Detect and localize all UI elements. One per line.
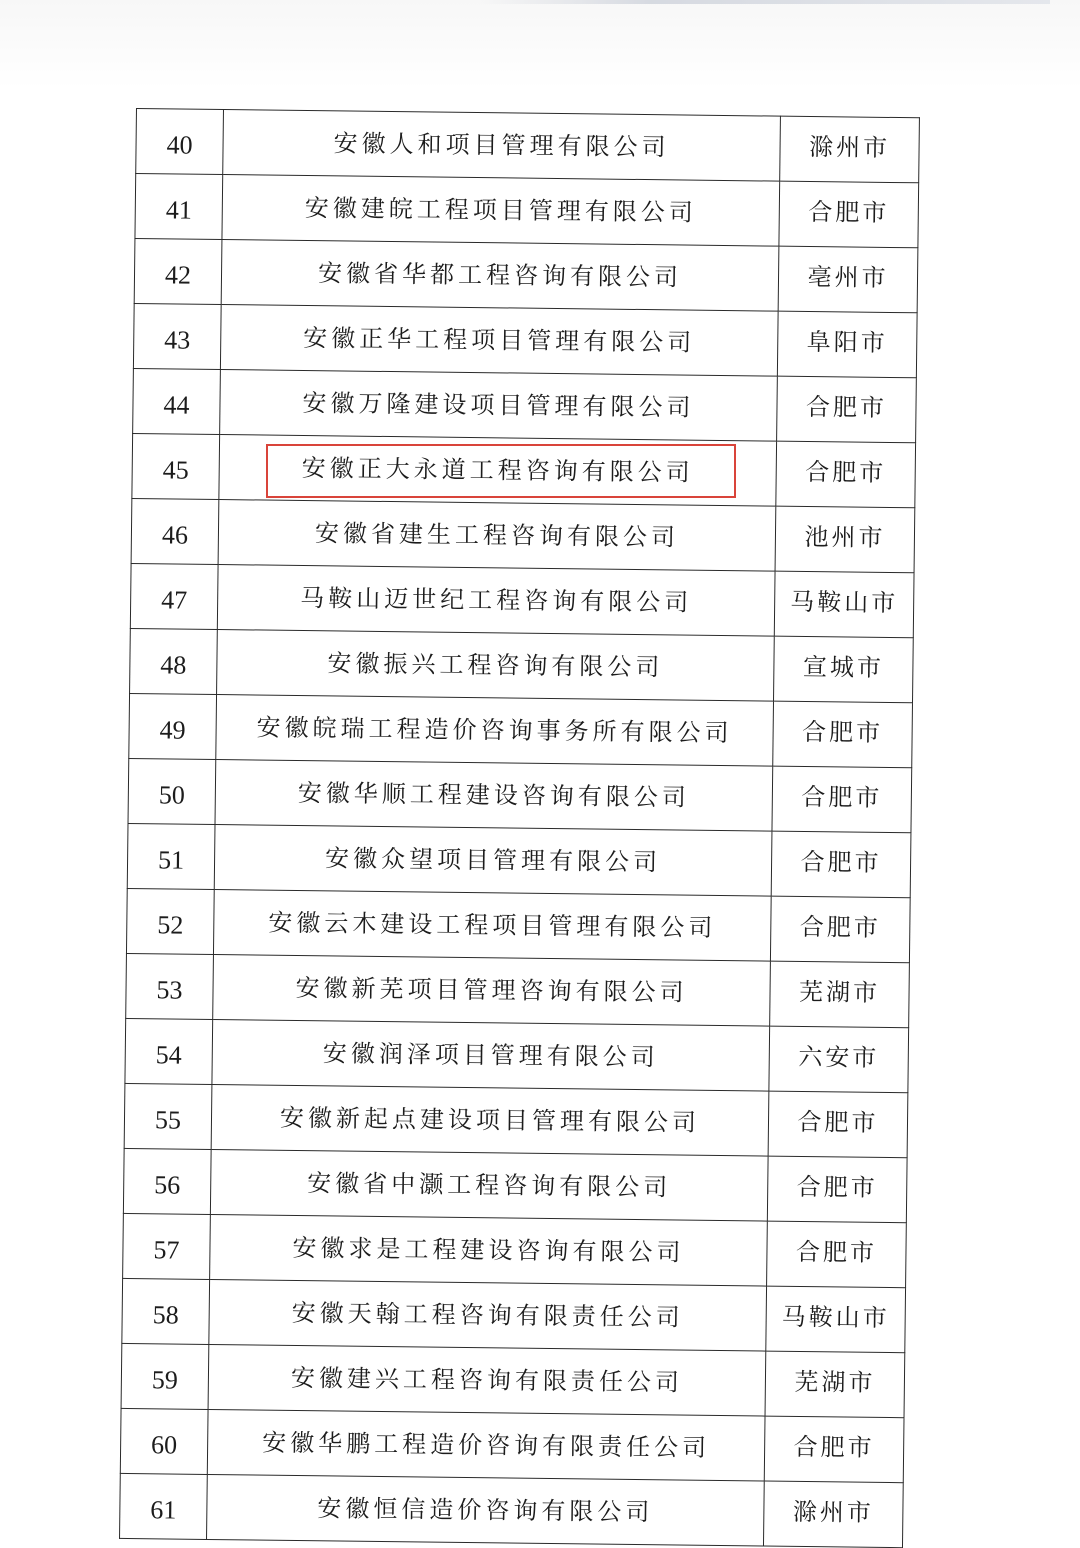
row-number: 45 xyxy=(132,433,220,499)
table-row xyxy=(130,628,914,702)
city-name: 合肥市 xyxy=(772,766,912,833)
row-number: 61 xyxy=(120,1473,208,1539)
city-name: 合肥市 xyxy=(779,181,919,248)
table-row xyxy=(122,1278,906,1352)
city-name: 合肥市 xyxy=(764,1416,904,1483)
city-name: 合肥市 xyxy=(776,441,916,508)
row-number: 46 xyxy=(131,498,219,564)
table-row xyxy=(121,1343,905,1417)
company-name: 安徽天翰工程咨询有限责任公司 xyxy=(209,1279,767,1351)
scan-edge-shadow xyxy=(480,0,1050,4)
row-number: 43 xyxy=(133,303,221,369)
city-name: 合肥市 xyxy=(773,701,913,768)
row-number: 53 xyxy=(126,953,214,1019)
city-name: 宣城市 xyxy=(774,636,914,703)
city-name: 芜湖市 xyxy=(765,1351,905,1418)
table-row xyxy=(133,303,917,377)
company-name: 安徽正华工程项目管理有限公司 xyxy=(220,305,778,377)
table-row xyxy=(130,563,914,637)
company-name: 安徽振兴工程咨询有限公司 xyxy=(217,630,775,702)
row-number: 51 xyxy=(127,823,215,889)
city-name: 芜湖市 xyxy=(770,961,910,1028)
city-name: 合肥市 xyxy=(767,1156,907,1223)
table-row xyxy=(120,1473,904,1547)
row-number: 58 xyxy=(122,1278,210,1344)
table-row xyxy=(126,953,910,1027)
row-number: 48 xyxy=(130,628,218,694)
table-row xyxy=(136,109,920,183)
table-row xyxy=(128,758,912,832)
company-name: 安徽省华都工程咨询有限公司 xyxy=(221,240,779,312)
company-name: 安徽建皖工程项目管理有限公司 xyxy=(222,175,780,247)
company-name: 安徽润泽项目管理有限公司 xyxy=(212,1019,770,1091)
company-table xyxy=(119,108,920,1548)
row-number: 60 xyxy=(120,1408,208,1474)
city-name: 合肥市 xyxy=(768,1091,908,1158)
row-number: 52 xyxy=(126,888,214,954)
company-name: 安徽省建生工程咨询有限公司 xyxy=(218,500,776,572)
table-row xyxy=(135,174,919,248)
row-number: 55 xyxy=(124,1083,212,1149)
company-name: 安徽建兴工程咨询有限责任公司 xyxy=(208,1344,766,1416)
company-name: 安徽云木建设工程项目管理有限公司 xyxy=(213,889,771,961)
city-name: 滁州市 xyxy=(763,1481,903,1548)
table-row xyxy=(125,1018,909,1092)
city-name: 合肥市 xyxy=(771,831,911,898)
city-name: 合肥市 xyxy=(770,896,910,963)
city-name: 滁州市 xyxy=(780,116,920,183)
red-highlight-box xyxy=(266,444,736,498)
company-name: 安徽华顺工程建设咨询有限公司 xyxy=(215,759,773,831)
row-number: 57 xyxy=(123,1213,211,1279)
city-name: 合肥市 xyxy=(777,376,917,443)
company-name: 马鞍山迈世纪工程咨询有限公司 xyxy=(217,565,775,637)
city-name: 马鞍山市 xyxy=(774,571,914,638)
city-name: 池州市 xyxy=(775,506,915,573)
row-number: 47 xyxy=(130,563,218,629)
row-number: 54 xyxy=(125,1018,213,1084)
company-name: 安徽众望项目管理有限公司 xyxy=(214,824,772,896)
company-name: 安徽万隆建设项目管理有限公司 xyxy=(220,370,778,442)
table-row xyxy=(134,238,918,312)
table-row xyxy=(129,693,913,767)
city-name: 马鞍山市 xyxy=(766,1286,906,1353)
row-number: 59 xyxy=(121,1343,209,1409)
company-name: 安徽新起点建设项目管理有限公司 xyxy=(211,1084,769,1156)
table-row xyxy=(126,888,910,962)
row-number: 50 xyxy=(128,758,216,824)
table-row xyxy=(123,1148,907,1222)
row-number: 40 xyxy=(136,109,224,175)
table-row xyxy=(123,1213,907,1287)
company-name: 安徽省中灏工程咨询有限公司 xyxy=(210,1149,768,1221)
table-row xyxy=(120,1408,904,1482)
company-table-body xyxy=(120,109,920,1548)
city-name: 六安市 xyxy=(769,1026,909,1093)
table-row xyxy=(124,1083,908,1157)
company-name: 安徽华鹏工程造价咨询有限责任公司 xyxy=(207,1409,765,1481)
city-name: 阜阳市 xyxy=(777,311,917,378)
company-name: 安徽新芜项目管理咨询有限公司 xyxy=(213,954,771,1026)
row-number: 56 xyxy=(123,1148,211,1214)
table-row xyxy=(127,823,911,897)
company-name: 安徽求是工程建设咨询有限公司 xyxy=(210,1214,768,1286)
city-name: 合肥市 xyxy=(767,1221,907,1288)
company-name: 安徽正大永道工程咨询有限公司 xyxy=(219,435,777,507)
table-row-highlighted xyxy=(131,498,915,572)
company-name: 安徽恒信造价咨询有限公司 xyxy=(207,1474,765,1546)
city-name: 亳州市 xyxy=(778,246,918,313)
row-number: 42 xyxy=(134,238,222,304)
company-name: 安徽皖瑞工程造价咨询事务所有限公司 xyxy=(216,694,774,766)
row-number: 41 xyxy=(135,174,223,240)
company-name: 安徽人和项目管理有限公司 xyxy=(223,110,781,182)
table-row xyxy=(133,368,917,442)
row-number: 49 xyxy=(129,693,217,759)
row-number: 44 xyxy=(133,368,221,434)
